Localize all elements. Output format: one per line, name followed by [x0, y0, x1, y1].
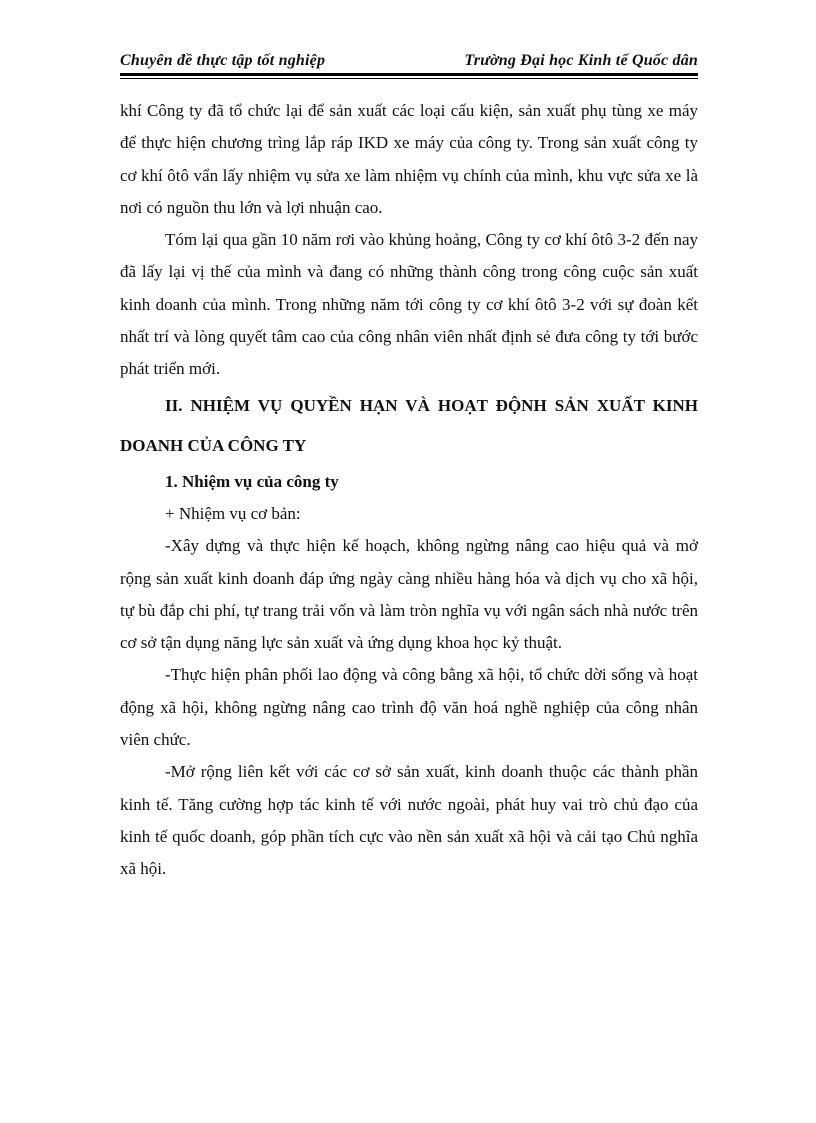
duty-item-1: -Xây dựng và thực hiện kế hoạch, không ngừng nâng cao hiệu quả và mở rộng sản xuất kinh doanh đáp ứng ngày càng nhiều hàng hóa và dịch vụ cho xã hội, tự bù đắp chi phí, tự trang trải vốn và làm tròn nghĩa vụ với ngân sách nhà nước trên cơ sở tận dụng năng lực sản xuất và ứng dụng khoa học kỷ thuật. [120, 536, 698, 653]
page-header [120, 48, 698, 76]
duty-item-2: -Thực hiện phân phối lao động và công bằng xã hội, tổ chức dời sống và hoạt động xã hội, không ngừng nâng cao trình độ văn hoá nghề nghiệp của công nhân viên chức. [120, 665, 698, 750]
header-rule-thick [120, 73, 698, 76]
paragraph-summary: Tóm lại qua gần 10 năm rơi vào khủng hoảng, Công ty cơ khí ôtô 3-2 đến nay đã lấy lại vị thế của mình và đang có những thành công trong công cuộc sản xuất kinh doanh của mình. Trong những năm tới công ty cơ khí ôtô 3-2 với sự đoàn kết nhất trí và lòng quyết tâm cao của công nhân viên nhất định sẻ đưa công ty tới bước phát triển mới. [120, 230, 698, 379]
paragraph-continuation: khí Công ty đã tổ chức lại để sản xuất các loại cấu kiện, sản xuất phụ tùng xe máy để thực hiện chương trìng lắp ráp IKD xe máy của công ty. Trong sản xuất công ty cơ khí ôtô vẩn lấy nhiệm vụ sửa xe làm nhiệm vụ chính của mình, khu vực sửa xe là nơi có nguồn thu lớn và lợi nhuận cao. [120, 101, 698, 217]
duty-item-3: -Mở rộng liên kết với các cơ sở sản xuất, kinh doanh thuộc các thành phần kinh tế. Tăng cường hợp tác kinh tế với nước ngoài, phát huy vai trò chủ đạo của kinh tế quốc doanh, góp phần tích cực vào nền sản xuất xã hội và cải tạo Chủ nghĩa xã hội. [120, 762, 698, 879]
document-body [120, 95, 698, 886]
header-right-title: Trường Đại học Kinh tế Quốc dân [464, 52, 698, 69]
sub-heading: 1. Nhiệm vụ của công ty [165, 471, 339, 491]
basic-duties-label: + Nhiệm vụ cơ bản: [165, 503, 301, 523]
header-rule-thin [120, 78, 698, 79]
section-heading: II. NHIỆM VỤ QUYỀN HẠN VÀ HOẠT ĐỘNH SẢN XUẤT KINH DOANH CỦA CÔNG TY [120, 395, 698, 455]
header-left-title: Chuyên đề thực tập tốt nghiệp [120, 52, 326, 69]
